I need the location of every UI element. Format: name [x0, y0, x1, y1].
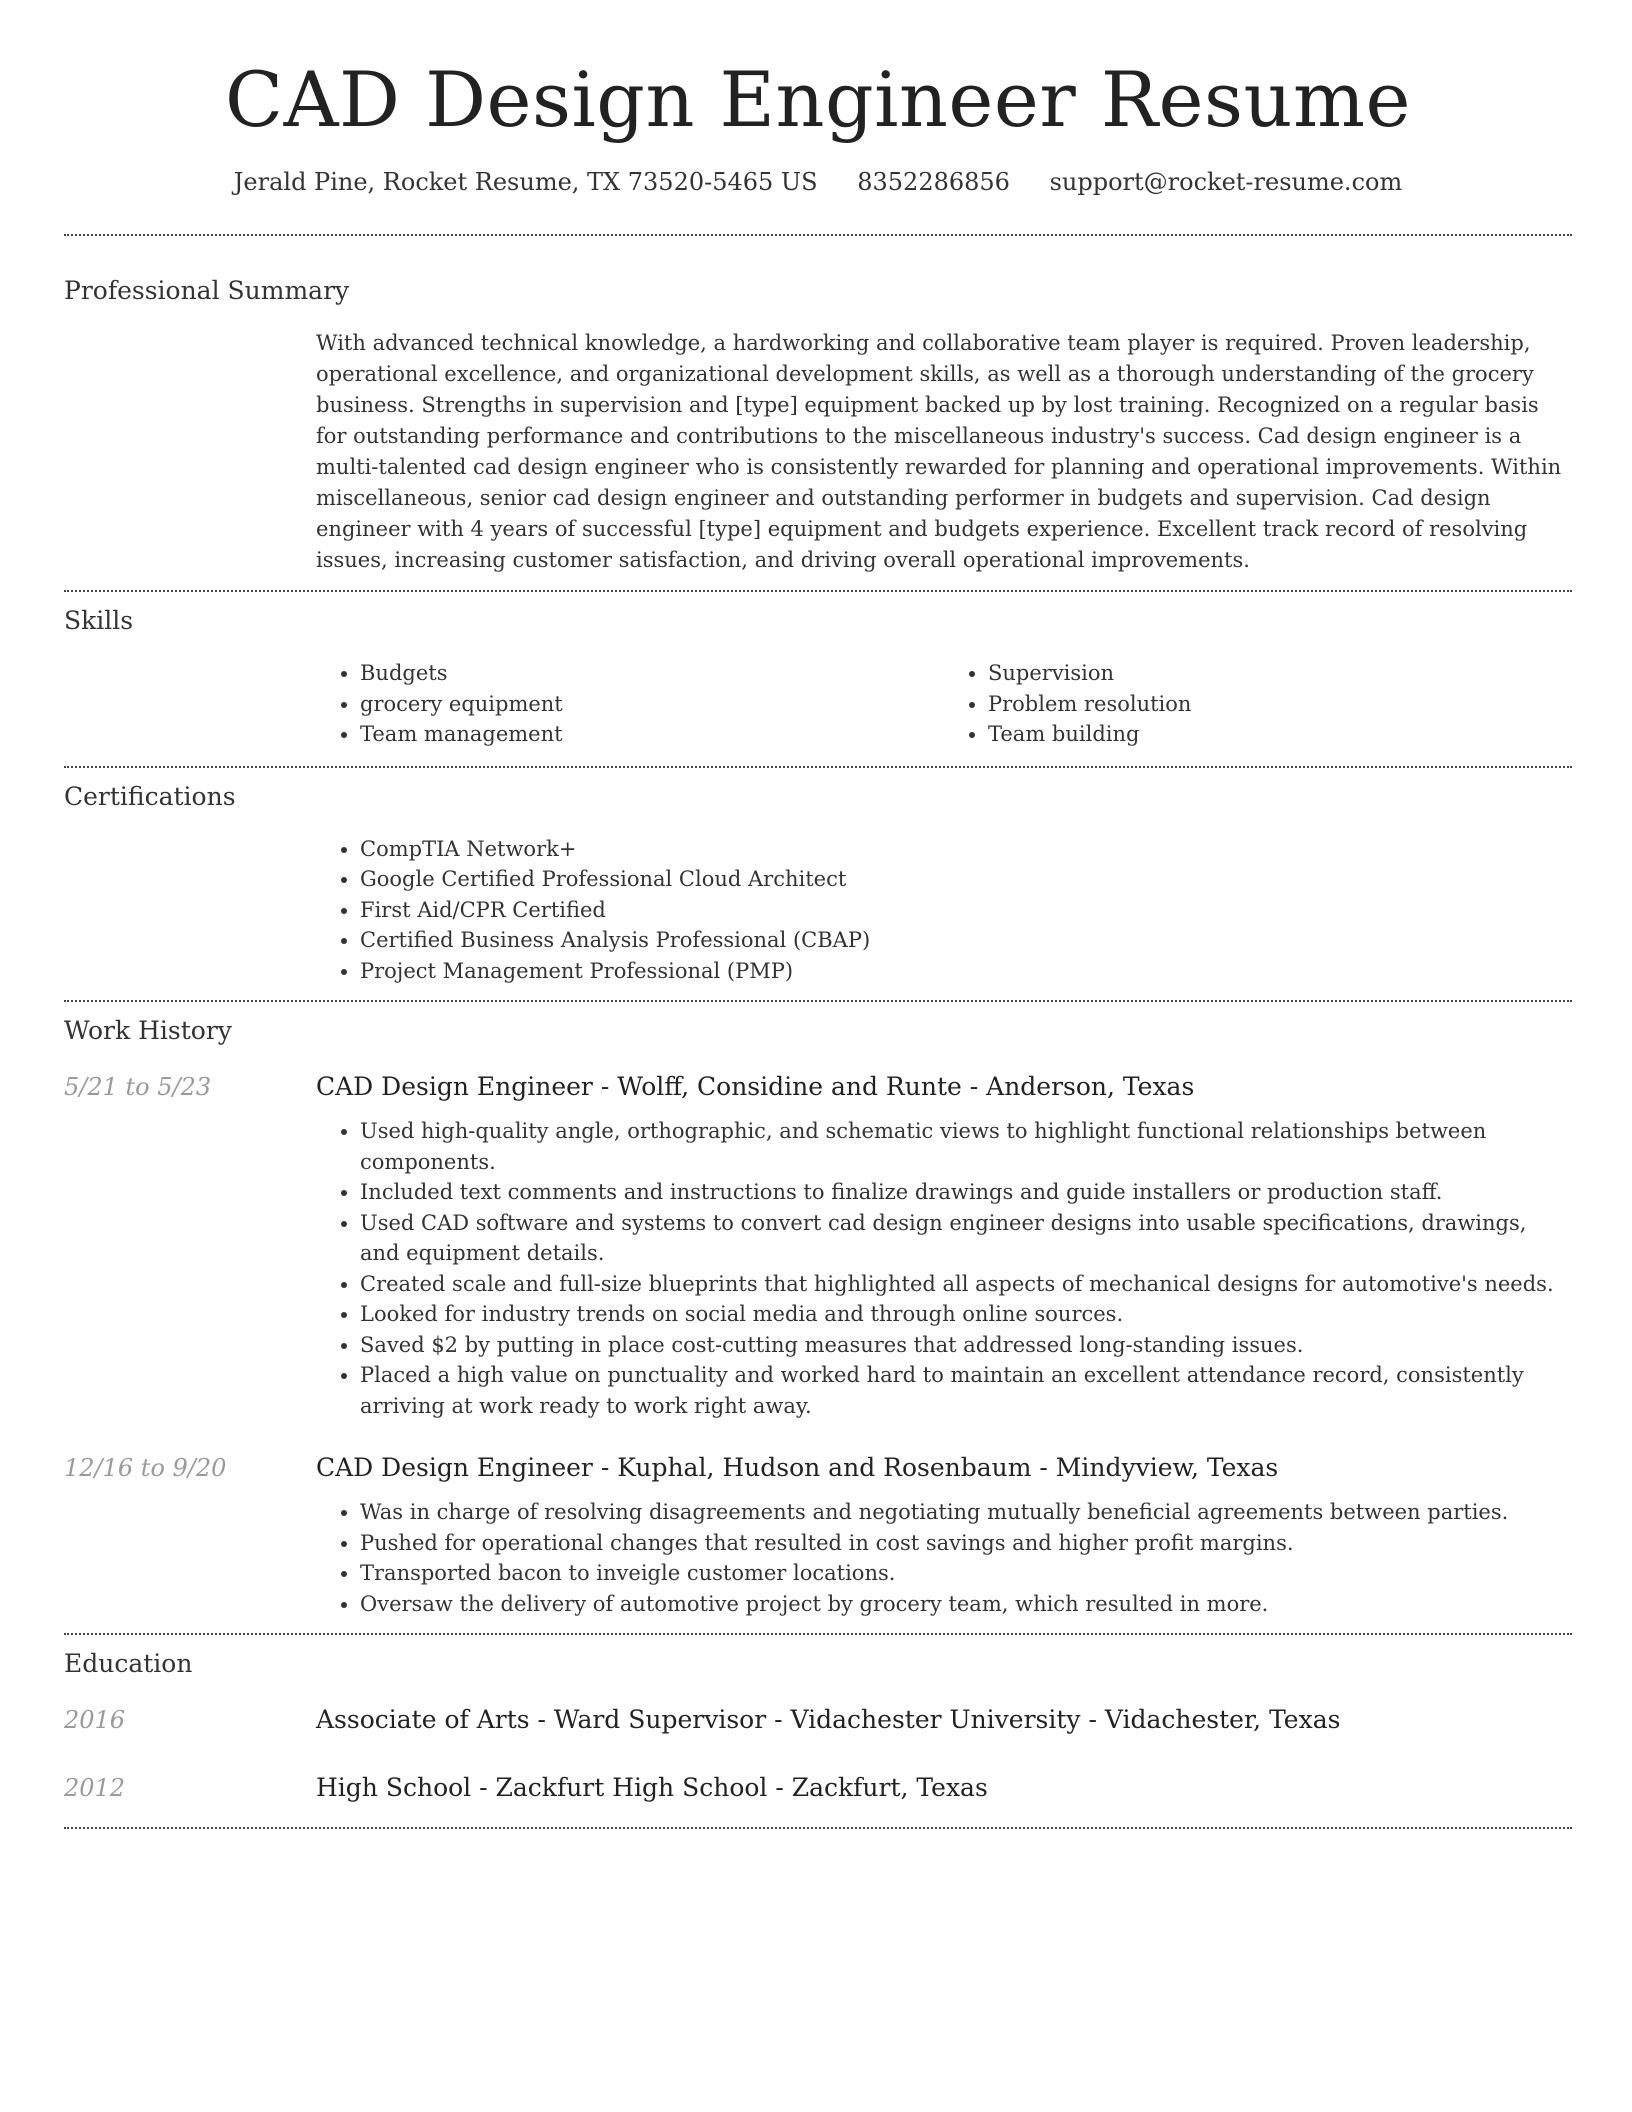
job-header	[64, 1070, 1572, 1104]
job-entry	[64, 1451, 1572, 1619]
contact-email: support@rocket-resume.com	[1049, 168, 1403, 196]
education-entry	[64, 1703, 1572, 1737]
job-entry	[64, 1070, 1572, 1421]
job-duties-list	[316, 1116, 1572, 1421]
divider	[64, 590, 1572, 592]
resume-page	[64, 0, 1572, 1829]
skills-heading: Skills	[64, 606, 134, 635]
divider	[64, 766, 1572, 768]
duty-item: • Created scale and full-size blueprints that highlighted all aspects of mechanical designs for automotive's needs.	[360, 1269, 1572, 1300]
job-title: CAD Design Engineer - Wolff, Considine and Runte - Anderson, Texas	[316, 1072, 1195, 1101]
job-dates: 12/16 to 9/20	[64, 1454, 227, 1482]
skill-item: • Team building	[988, 719, 1572, 750]
duty-item: • Used high-quality angle, orthographic, and schematic views to highlight functional relationships between components.	[360, 1116, 1572, 1177]
certification-item: • CompTIA Network+	[360, 834, 1572, 865]
skills-list-left	[316, 658, 944, 750]
certifications-section	[316, 834, 1572, 987]
job-header	[64, 1451, 1572, 1485]
skill-item: • Supervision	[988, 658, 1572, 689]
certifications-heading: Certifications	[64, 781, 236, 811]
skills-list-right	[944, 658, 1572, 750]
certification-item: • First Aid/CPR Certified	[360, 895, 1572, 926]
skill-item: • grocery equipment	[360, 689, 944, 720]
contact-address: Jerald Pine, Rocket Resume, TX 73520-5465 US	[233, 168, 818, 196]
summary-section	[316, 328, 1572, 576]
certification-item: • Google Certified Professional Cloud Architect	[360, 864, 1572, 895]
work-heading: Work History	[64, 1016, 232, 1045]
education-heading: Education	[64, 1649, 193, 1678]
education-entry	[64, 1771, 1572, 1805]
divider	[64, 1000, 1572, 1002]
duty-item: • Was in charge of resolving disagreements and negotiating mutually beneficial agreements between parties.	[360, 1497, 1572, 1528]
contact-phone: 8352286856	[857, 168, 1010, 196]
job-duties-list	[316, 1497, 1572, 1619]
certifications-list	[316, 834, 1572, 987]
education-year: 2016	[64, 1706, 126, 1734]
page-title: CAD Design Engineer Resume	[224, 55, 1412, 144]
duty-item: • Used CAD software and systems to convert cad design engineer designs into usable specifications, drawings, and equipment details.	[360, 1208, 1572, 1269]
divider	[64, 1827, 1572, 1829]
duty-item: • Looked for industry trends on social media and through online sources.	[360, 1299, 1572, 1330]
skills-section	[316, 658, 1572, 750]
duty-item: • Placed a high value on punctuality and worked hard to maintain an excellent attendance record, consistently arriving at work ready to work right away.	[360, 1360, 1572, 1421]
certification-item: • Certified Business Analysis Professional (CBAP)	[360, 925, 1572, 956]
education-title: High School - Zackfurt High School - Zackfurt, Texas	[316, 1773, 988, 1802]
skill-item: • Problem resolution	[988, 689, 1572, 720]
skill-item: • Team management	[360, 719, 944, 750]
duty-item: • Saved $2 by putting in place cost-cutting measures that addressed long-standing issues.	[360, 1330, 1572, 1361]
summary-text: With advanced technical knowledge, a hardworking and collaborative team player is required. Proven leadership, operational excellence, and organizational development skills, as well as a thorough understanding of the grocery business. Strengths in supervision and [type] equipment backed up by lost training. Recognized on a regular basis for outstanding performance and contributions to the miscellaneous industry's success. Cad design engineer is a multi-talented cad design engineer who is consistently rewarded for planning and operational improvements. Within miscellaneous, senior cad design engineer and outstanding performer in budgets and supervision. Cad design engineer with 4 years of successful [type] equipment and budgets experience. Excellent track record of resolving issues, increasing customer satisfaction, and driving overall operational improvements.	[316, 331, 1562, 572]
duty-item: • Transported bacon to inveigle customer locations.	[360, 1558, 1572, 1589]
duty-item: • Pushed for operational changes that resulted in cost savings and higher profit margins.	[360, 1528, 1572, 1559]
job-duties	[316, 1116, 1572, 1421]
duty-item: • Included text comments and instructions to finalize drawings and guide installers or production staff.	[360, 1177, 1572, 1208]
education-year: 2012	[64, 1774, 126, 1802]
divider	[64, 234, 1572, 236]
summary-heading: Professional Summary	[64, 276, 350, 305]
duty-item: • Oversaw the delivery of automotive project by grocery team, which resulted in more.	[360, 1589, 1572, 1620]
job-dates: 5/21 to 5/23	[64, 1073, 212, 1101]
divider	[64, 1633, 1572, 1635]
certification-item: • Project Management Professional (PMP)	[360, 956, 1572, 987]
education-title: Associate of Arts - Ward Supervisor - Vidachester University - Vidachester, Texas	[316, 1705, 1341, 1734]
skill-item: • Budgets	[360, 658, 944, 689]
job-title: CAD Design Engineer - Kuphal, Hudson and Rosenbaum - Mindyview, Texas	[316, 1453, 1279, 1482]
job-duties	[316, 1497, 1572, 1619]
contact-line	[64, 166, 1572, 198]
